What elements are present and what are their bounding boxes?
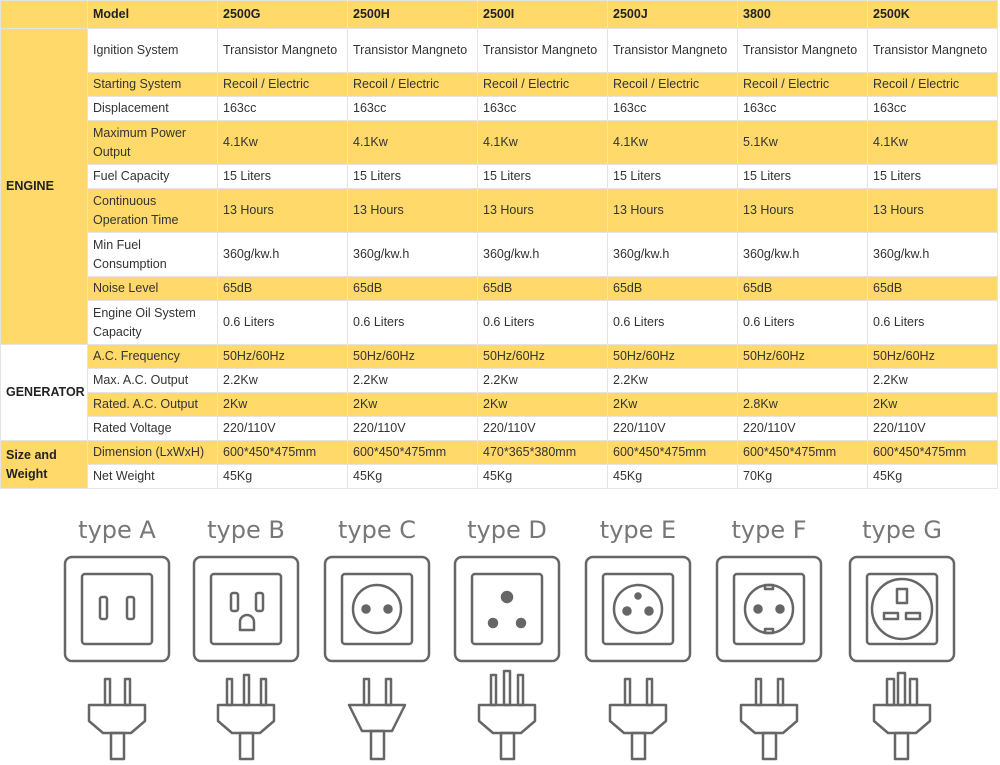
table-cell: 2.2Kw xyxy=(868,369,998,393)
row-label: Rated. A.C. Output xyxy=(88,393,218,417)
header-cell: 2500G xyxy=(218,1,348,29)
table-cell: 45Kg xyxy=(348,465,478,489)
row-label: Noise Level xyxy=(88,277,218,301)
table-cell: 2Kw xyxy=(868,393,998,417)
table-cell: 600*450*475mm xyxy=(608,441,738,465)
plug-type-c-icon xyxy=(325,516,429,759)
table-cell: 50Hz/60Hz xyxy=(348,345,478,369)
table-cell xyxy=(738,369,868,393)
table-row xyxy=(1,121,998,165)
plug-type-label: type D xyxy=(467,516,547,544)
plug-type-f-icon xyxy=(717,516,821,759)
table-row xyxy=(1,393,998,417)
header-cell: 2500J xyxy=(608,1,738,29)
table-cell: 70Kg xyxy=(738,465,868,489)
table-cell: 13 Hours xyxy=(738,189,868,233)
table-cell: 65dB xyxy=(868,277,998,301)
table-cell: 65dB xyxy=(478,277,608,301)
plug-type-g-icon xyxy=(850,516,954,759)
table-row xyxy=(1,417,998,441)
group-label-generator: GENERATOR xyxy=(1,345,88,441)
table-cell: 15 Liters xyxy=(478,165,608,189)
table-cell: 4.1Kw xyxy=(608,121,738,165)
table-cell: Transistor Mangneto xyxy=(218,29,348,73)
table-cell: 220/110V xyxy=(348,417,478,441)
table-cell: 50Hz/60Hz xyxy=(608,345,738,369)
plug-types-illustration xyxy=(0,505,1000,765)
plug-type-label: type B xyxy=(207,516,285,544)
table-cell: 15 Liters xyxy=(868,165,998,189)
table-cell: 45Kg xyxy=(218,465,348,489)
header-cell: 2500H xyxy=(348,1,478,29)
table-row xyxy=(1,301,998,345)
table-cell: 13 Hours xyxy=(478,189,608,233)
table-cell: Transistor Mangneto xyxy=(868,29,998,73)
table-cell: 0.6 Liters xyxy=(348,301,478,345)
table-row xyxy=(1,29,998,73)
table-cell: 2.2Kw xyxy=(218,369,348,393)
table-cell: 163cc xyxy=(348,97,478,121)
table-cell: 50Hz/60Hz xyxy=(868,345,998,369)
table-cell: Transistor Mangneto xyxy=(478,29,608,73)
table-cell: 65dB xyxy=(218,277,348,301)
table-cell: 0.6 Liters xyxy=(218,301,348,345)
table-cell: Recoil / Electric xyxy=(218,73,348,97)
row-label: Fuel Capacity xyxy=(88,165,218,189)
table-cell: 2Kw xyxy=(608,393,738,417)
table-cell: 2Kw xyxy=(478,393,608,417)
header-cell: Model xyxy=(88,1,218,29)
table-cell: 470*365*380mm xyxy=(478,441,608,465)
plug-type-e-icon xyxy=(586,516,690,759)
row-label: A.C. Frequency xyxy=(88,345,218,369)
row-label: Dimension (LxWxH) xyxy=(88,441,218,465)
corner-cell xyxy=(1,1,88,29)
table-row xyxy=(1,165,998,189)
table-cell: 600*450*475mm xyxy=(218,441,348,465)
row-label: Continuous Operation Time xyxy=(88,189,218,233)
table-cell: 45Kg xyxy=(868,465,998,489)
table-cell: 360g/kw.h xyxy=(738,233,868,277)
table-row xyxy=(1,97,998,121)
plug-types-panel xyxy=(0,505,1000,765)
plug-type-label: type A xyxy=(78,516,156,544)
table-cell: Transistor Mangneto xyxy=(738,29,868,73)
table-cell: 600*450*475mm xyxy=(738,441,868,465)
table-row xyxy=(1,345,998,369)
group-label-size-weight: Size and Weight xyxy=(1,441,88,489)
table-row xyxy=(1,369,998,393)
table-cell: 65dB xyxy=(348,277,478,301)
table-cell: 220/110V xyxy=(218,417,348,441)
plug-type-label: type E xyxy=(599,516,677,544)
table-cell: 600*450*475mm xyxy=(868,441,998,465)
plug-type-label: type C xyxy=(338,516,416,544)
plug-type-d-icon xyxy=(455,516,559,759)
table-cell: 360g/kw.h xyxy=(608,233,738,277)
table-cell: 13 Hours xyxy=(348,189,478,233)
plug-type-b-icon xyxy=(194,516,298,759)
table-row xyxy=(1,277,998,301)
table-cell: 2Kw xyxy=(218,393,348,417)
table-cell: 163cc xyxy=(608,97,738,121)
table-cell: 163cc xyxy=(478,97,608,121)
table-cell: 2.2Kw xyxy=(478,369,608,393)
table-cell: Recoil / Electric xyxy=(608,73,738,97)
table-cell: 13 Hours xyxy=(868,189,998,233)
table-cell: 2.2Kw xyxy=(348,369,478,393)
table-cell: 220/110V xyxy=(738,417,868,441)
table-cell: 163cc xyxy=(218,97,348,121)
table-cell: 50Hz/60Hz xyxy=(738,345,868,369)
table-cell: 4.1Kw xyxy=(348,121,478,165)
table-cell: 50Hz/60Hz xyxy=(478,345,608,369)
table-cell: 0.6 Liters xyxy=(868,301,998,345)
table-cell: 13 Hours xyxy=(218,189,348,233)
table-cell: 360g/kw.h xyxy=(348,233,478,277)
row-label: Max. A.C. Output xyxy=(88,369,218,393)
table-row xyxy=(1,73,998,97)
row-label: Starting System xyxy=(88,73,218,97)
group-label-engine: ENGINE xyxy=(1,29,88,345)
row-label: Maximum Power Output xyxy=(88,121,218,165)
table-cell: 360g/kw.h xyxy=(218,233,348,277)
table-cell: 360g/kw.h xyxy=(868,233,998,277)
header-cell: 3800 xyxy=(738,1,868,29)
row-label: Net Weight xyxy=(88,465,218,489)
row-label: Min Fuel Consumption xyxy=(88,233,218,277)
row-label: Displacement xyxy=(88,97,218,121)
table-cell: 220/110V xyxy=(608,417,738,441)
header-cell: 2500I xyxy=(478,1,608,29)
table-row xyxy=(1,233,998,277)
table-row xyxy=(1,465,998,489)
table-cell: 0.6 Liters xyxy=(738,301,868,345)
row-label: Rated Voltage xyxy=(88,417,218,441)
table-cell: 0.6 Liters xyxy=(608,301,738,345)
table-cell: 220/110V xyxy=(478,417,608,441)
table-cell: 4.1Kw xyxy=(868,121,998,165)
plug-type-label: type F xyxy=(731,516,807,544)
table-cell: 163cc xyxy=(868,97,998,121)
table-cell: 2Kw xyxy=(348,393,478,417)
table-cell: 65dB xyxy=(738,277,868,301)
row-label: Ignition System xyxy=(88,29,218,73)
table-cell: Recoil / Electric xyxy=(738,73,868,97)
table-cell: 600*450*475mm xyxy=(348,441,478,465)
table-cell: Transistor Mangneto xyxy=(348,29,478,73)
table-cell: Recoil / Electric xyxy=(478,73,608,97)
table-cell: 65dB xyxy=(608,277,738,301)
table-cell: 15 Liters xyxy=(608,165,738,189)
table-cell: 45Kg xyxy=(608,465,738,489)
table-cell: 2.8Kw xyxy=(738,393,868,417)
table-cell: 15 Liters xyxy=(218,165,348,189)
table-row xyxy=(1,189,998,233)
plug-type-label: type G xyxy=(862,516,942,544)
table-cell: 220/110V xyxy=(868,417,998,441)
table-cell: 163cc xyxy=(738,97,868,121)
table-row xyxy=(1,441,998,465)
table-cell: 15 Liters xyxy=(738,165,868,189)
table-cell: 15 Liters xyxy=(348,165,478,189)
table-cell: 5.1Kw xyxy=(738,121,868,165)
header-row xyxy=(1,1,998,29)
table-cell: Recoil / Electric xyxy=(868,73,998,97)
table-cell: 50Hz/60Hz xyxy=(218,345,348,369)
table-cell: 4.1Kw xyxy=(478,121,608,165)
table-cell: Recoil / Electric xyxy=(348,73,478,97)
header-cell: 2500K xyxy=(868,1,998,29)
table-cell: 360g/kw.h xyxy=(478,233,608,277)
table-cell: 45Kg xyxy=(478,465,608,489)
table-cell: 2.2Kw xyxy=(608,369,738,393)
table-cell: Transistor Mangneto xyxy=(608,29,738,73)
table-cell: 4.1Kw xyxy=(218,121,348,165)
plug-type-a-icon xyxy=(65,516,169,759)
table-cell: 13 Hours xyxy=(608,189,738,233)
row-label: Engine Oil System Capacity xyxy=(88,301,218,345)
table-cell: 0.6 Liters xyxy=(478,301,608,345)
